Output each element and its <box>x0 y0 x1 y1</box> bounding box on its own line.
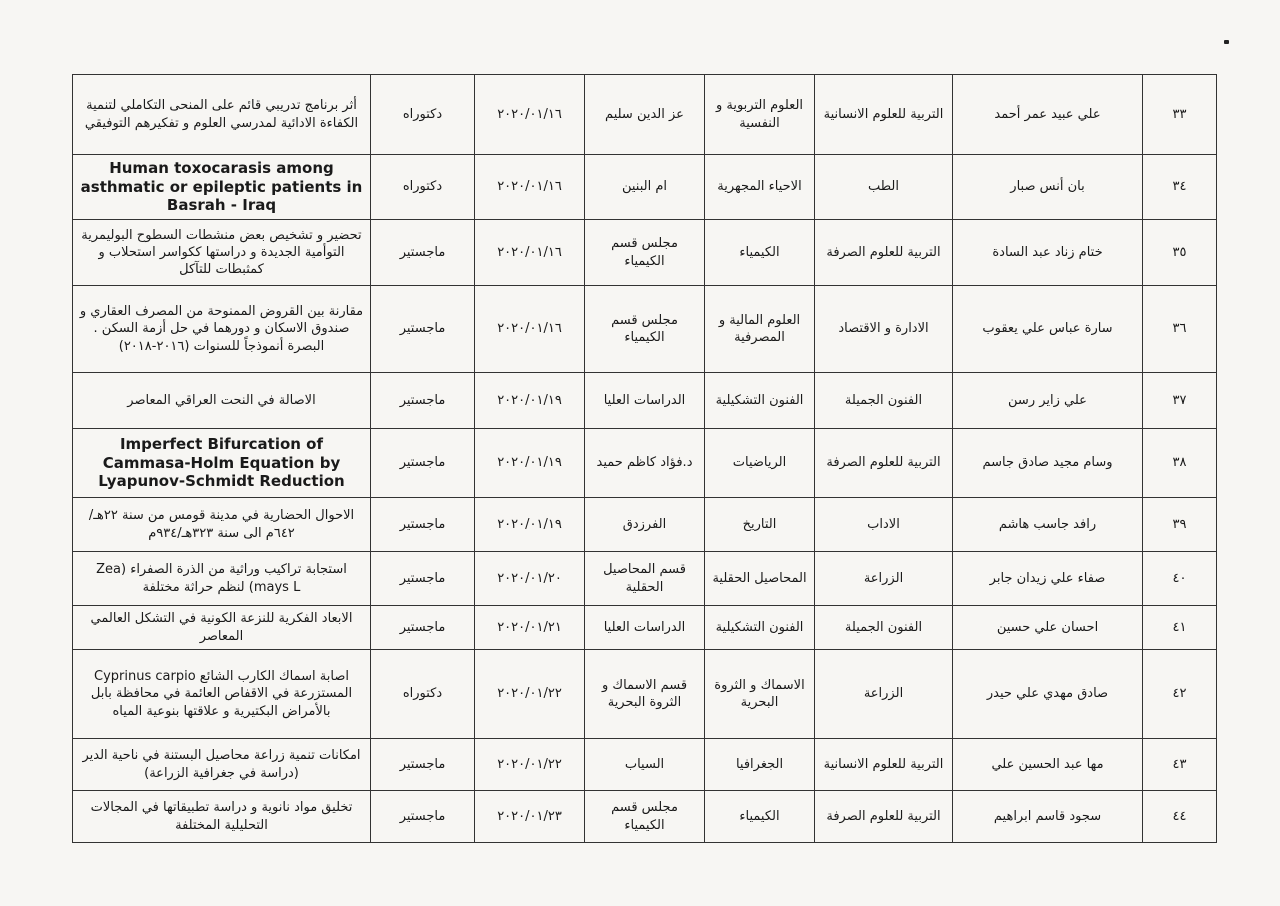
department: الفنون التشكيلية <box>705 606 815 650</box>
student-name: احسان علي حسين <box>953 606 1143 650</box>
defense-date: ٢٠٢٠/٠١/٢٢ <box>475 739 585 791</box>
degree: ماجستير <box>371 429 475 498</box>
college: التربية للعلوم الصرفة <box>815 429 953 498</box>
college: الزراعة <box>815 552 953 606</box>
supervisor: الدراسات العليا <box>585 606 705 650</box>
defense-date: ٢٠٢٠/٠١/١٩ <box>475 498 585 552</box>
supervisor: عز الدين سليم <box>585 75 705 155</box>
degree: ماجستير <box>371 552 475 606</box>
student-name: وسام مجيد صادق جاسم <box>953 429 1143 498</box>
student-name: سجود قاسم ابراهيم <box>953 791 1143 843</box>
degree: ماجستير <box>371 286 475 373</box>
degree: ماجستير <box>371 739 475 791</box>
college: الفنون الجميلة <box>815 373 953 429</box>
supervisor: مجلس قسم الكيمياء <box>585 286 705 373</box>
college: التربية للعلوم الانسانية <box>815 739 953 791</box>
college: الزراعة <box>815 650 953 739</box>
college: الاداب <box>815 498 953 552</box>
row-number: ٤٢ <box>1143 650 1217 739</box>
college: الطب <box>815 155 953 220</box>
table-row <box>73 429 1217 498</box>
table-row <box>73 373 1217 429</box>
defense-date: ٢٠٢٠/٠١/٢٣ <box>475 791 585 843</box>
department: الجغرافيا <box>705 739 815 791</box>
table-row <box>73 220 1217 286</box>
supervisor: الفرزدق <box>585 498 705 552</box>
thesis-title: Imperfect Bifurcation of Cammasa-Holm Equation by Lyapunov-Schmidt Reduction <box>73 429 371 498</box>
thesis-title: الاصالة في النحت العراقي المعاصر <box>73 373 371 429</box>
table-row <box>73 650 1217 739</box>
defense-date: ٢٠٢٠/٠١/١٩ <box>475 429 585 498</box>
department: الكيمياء <box>705 220 815 286</box>
row-number: ٤٤ <box>1143 791 1217 843</box>
college: الادارة و الاقتصاد <box>815 286 953 373</box>
row-number: ٤٣ <box>1143 739 1217 791</box>
defense-date: ٢٠٢٠/٠١/١٦ <box>475 75 585 155</box>
student-name: مها عبد الحسين علي <box>953 739 1143 791</box>
supervisor: قسم الاسماك و الثروة البحرية <box>585 650 705 739</box>
defense-date: ٢٠٢٠/٠١/١٦ <box>475 155 585 220</box>
table-row <box>73 498 1217 552</box>
thesis-title: تخليق مواد نانوية و دراسة تطبيقاتها في المجالات التحليلية المختلفة <box>73 791 371 843</box>
row-number: ٣٦ <box>1143 286 1217 373</box>
thesis-title: امكانات تنمية زراعة محاصيل البستنة في ناحية الدير (دراسة في جغرافية الزراعة) <box>73 739 371 791</box>
degree: ماجستير <box>371 791 475 843</box>
thesis-title: الاحوال الحضارية في مدينة قومس من سنة ٢٢هـ/٦٤٢م الى سنة ٣٢٣هـ/٩٣٤م <box>73 498 371 552</box>
defense-date: ٢٠٢٠/٠١/١٦ <box>475 286 585 373</box>
defense-date: ٢٠٢٠/٠١/١٩ <box>475 373 585 429</box>
student-name: علي عبيد عمر أحمد <box>953 75 1143 155</box>
student-name: بان أنس صبار <box>953 155 1143 220</box>
student-name: رافد جاسب هاشم <box>953 498 1143 552</box>
defense-date: ٢٠٢٠/٠١/١٦ <box>475 220 585 286</box>
department: الاحياء المجهرية <box>705 155 815 220</box>
table-row <box>73 286 1217 373</box>
row-number: ٣٨ <box>1143 429 1217 498</box>
supervisor: السياب <box>585 739 705 791</box>
thesis-title: الابعاد الفكرية للنزعة الكونية في التشكل العالمي المعاصر <box>73 606 371 650</box>
row-number: ٣٩ <box>1143 498 1217 552</box>
degree: دكتوراه <box>371 75 475 155</box>
thesis-title: تحضير و تشخيص بعض منشطات السطوح البوليمرية التوأمية الجديدة و دراستها ككواسر استحلاب و كمثبطات للتآكل <box>73 220 371 286</box>
college: الفنون الجميلة <box>815 606 953 650</box>
college: التربية للعلوم الانسانية <box>815 75 953 155</box>
thesis-title: استجابة تراكيب وراثية من الذرة الصفراء (Zea mays L) لنظم حراثة مختلفة <box>73 552 371 606</box>
degree: ماجستير <box>371 606 475 650</box>
student-name: علي زاير رسن <box>953 373 1143 429</box>
supervisor: مجلس قسم الكيمياء <box>585 791 705 843</box>
table-row <box>73 791 1217 843</box>
row-number: ٣٣ <box>1143 75 1217 155</box>
table-row <box>73 739 1217 791</box>
department: التاريخ <box>705 498 815 552</box>
student-name: ختام زناد عبد السادة <box>953 220 1143 286</box>
college: التربية للعلوم الصرفة <box>815 791 953 843</box>
college: التربية للعلوم الصرفة <box>815 220 953 286</box>
scan-speck <box>1224 40 1229 44</box>
supervisor: ام البنين <box>585 155 705 220</box>
degree: دكتوراه <box>371 155 475 220</box>
table-row <box>73 552 1217 606</box>
degree: ماجستير <box>371 220 475 286</box>
degree: ماجستير <box>371 498 475 552</box>
degree: دكتوراه <box>371 650 475 739</box>
thesis-title: اصابة اسماك الكارب الشائع Cyprinus carpio المستزرعة في الاقفاص العائمة في محافظة بابل بالأمراض البكتيرية و علاقتها بنوعية المياه <box>73 650 371 739</box>
table-row <box>73 606 1217 650</box>
table-row <box>73 75 1217 155</box>
student-name: سارة عباس علي يعقوب <box>953 286 1143 373</box>
row-number: ٤١ <box>1143 606 1217 650</box>
department: الاسماك و الثروة البحرية <box>705 650 815 739</box>
defense-date: ٢٠٢٠/٠١/٢٢ <box>475 650 585 739</box>
row-number: ٤٠ <box>1143 552 1217 606</box>
thesis-title: أثر برنامج تدريبي قائم على المنحى التكاملي لتنمية الكفاءة الادائية لمدرسي العلوم و تفكيرهم التوفيقي <box>73 75 371 155</box>
supervisor: الدراسات العليا <box>585 373 705 429</box>
supervisor: مجلس قسم الكيمياء <box>585 220 705 286</box>
student-name: صفاء علي زيدان جابر <box>953 552 1143 606</box>
supervisor: قسم المحاصيل الحقلية <box>585 552 705 606</box>
row-number: ٣٧ <box>1143 373 1217 429</box>
department: العلوم التربوية و النفسية <box>705 75 815 155</box>
thesis-title: Human toxocarasis among asthmatic or epileptic patients in Basrah - Iraq <box>73 155 371 220</box>
department: العلوم المالية و المصرفية <box>705 286 815 373</box>
table-row <box>73 155 1217 220</box>
student-name: صادق مهدي علي حيدر <box>953 650 1143 739</box>
defense-date: ٢٠٢٠/٠١/٢٠ <box>475 552 585 606</box>
department: الرياضيات <box>705 429 815 498</box>
row-number: ٣٤ <box>1143 155 1217 220</box>
row-number: ٣٥ <box>1143 220 1217 286</box>
theses-table <box>72 74 1217 843</box>
defense-date: ٢٠٢٠/٠١/٢١ <box>475 606 585 650</box>
department: الفنون التشكيلية <box>705 373 815 429</box>
department: المحاصيل الحقلية <box>705 552 815 606</box>
thesis-title: مقارنة بين القروض الممنوحة من المصرف العقاري و صندوق الاسكان و دورهما في حل أزمة السكن . البصرة أنموذجاً للسنوات (٢٠١٦-٢٠١٨) <box>73 286 371 373</box>
supervisor: د.فؤاد كاظم حميد <box>585 429 705 498</box>
degree: ماجستير <box>371 373 475 429</box>
department: الكيمياء <box>705 791 815 843</box>
